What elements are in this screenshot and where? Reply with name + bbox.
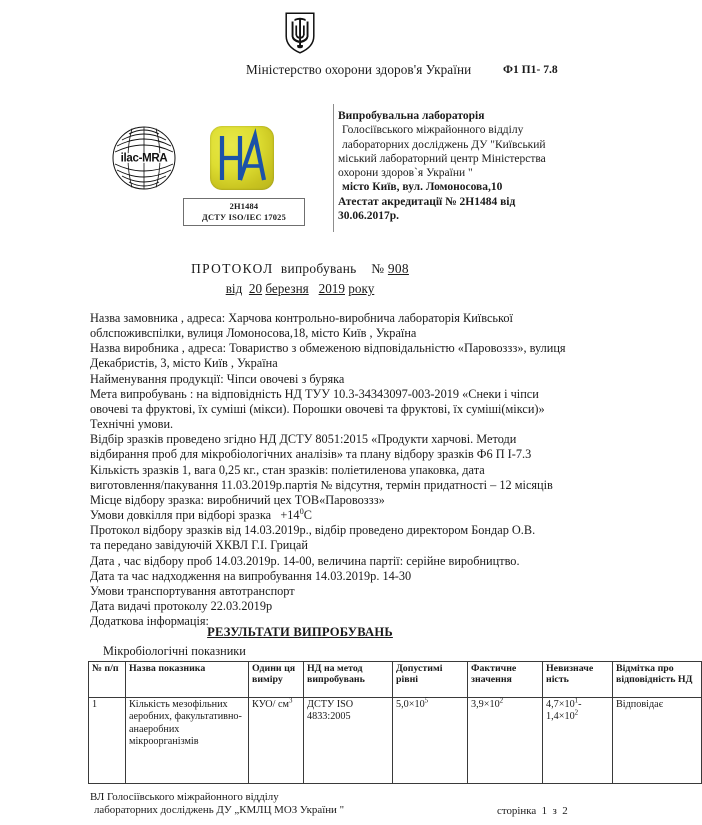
ministry-title: Міністерство охорони здоров'я України	[246, 62, 472, 77]
cell-unit	[249, 698, 304, 784]
accreditation-box	[88, 104, 575, 234]
svg-text:ilac-MRA: ilac-MRA	[120, 152, 168, 165]
column-header-uncertainty: Невизначе ність	[543, 662, 613, 698]
cell-compliance-mark: Відповідає	[613, 698, 702, 784]
footer-line-1: ВЛ Голосіївського міжрайонного відділу	[90, 791, 279, 803]
cell-uncertainty-low-mantissa: 4,7×10	[546, 699, 575, 710]
emblem-container	[0, 12, 600, 59]
cell-limit-exponent: 5	[424, 697, 429, 705]
results-table	[88, 661, 702, 784]
product-label: Найменування продукції:	[90, 371, 224, 386]
column-header-method: НД на метод випробувань	[304, 662, 393, 698]
ilac-mra-globe-icon	[110, 124, 178, 192]
page-total: 2	[562, 805, 568, 817]
cell-permissible-level	[393, 698, 468, 784]
customer-line-1	[90, 311, 595, 326]
environment-temperature: +14	[280, 508, 300, 523]
page-current: 1	[541, 805, 548, 817]
form-code: Ф1 П1- 7.8	[503, 63, 558, 76]
sample-place-line: Місце відбору зразка: виробничий цех ТОВ«Паровоззз»	[90, 492, 385, 507]
footer-line-2: лабораторних досліджень ДУ „КМЛЦ МОЗ України "	[94, 804, 345, 817]
sampling-datetime-line: Дата , час відбору проб 14.03.2019р. 14-00, величина партії: серійне виробництво.	[90, 553, 520, 568]
accreditation-cert-standard: ДСТУ ISO/IEC 17025	[202, 213, 286, 222]
extra-info-line: Додаткова інформація:	[90, 614, 209, 629]
laboratory-heading: Випробувальна лабораторія	[338, 110, 485, 122]
environment-unit: С	[303, 508, 312, 523]
laboratory-attestation-date: 30.06.2017р.	[338, 210, 400, 223]
protocol-title	[0, 261, 600, 277]
accreditation-box-divider	[333, 104, 334, 232]
column-header-permissible-levels: Допустимі рівні	[393, 662, 468, 698]
cell-uncertainty: $4,7\times 10^1-1,4\times 10^2$	[543, 698, 613, 784]
page-number	[497, 805, 568, 817]
laboratory-name-line-1: Голосіївського міжрайонного відділу	[342, 124, 524, 137]
cell-actual-value	[468, 698, 543, 784]
results-subheading: Мікробіологічні показники	[103, 644, 246, 658]
protocol-date	[0, 281, 600, 297]
quantity-line-2: виготовлення/пакування 11.03.2019р.партія № відсутня, термін придатності – 12 місяців	[90, 477, 553, 492]
sampling-line-1: Відбір зразків проведено згідно НД ДСТУ 8051:2015 «Продукти харчові. Методи	[90, 432, 517, 447]
page-label: сторінка	[497, 805, 537, 817]
sampling-line-2: відбирання проб для мікробіологічних аналізів» та плану відбору зразків Ф6 П І-7.3	[90, 447, 532, 462]
product-line	[90, 372, 595, 387]
laboratory-attestation: Атестат акредитації № 2Н1484 від	[338, 195, 516, 208]
protocol-title-rest: випробувань	[280, 261, 357, 276]
cell-limit-mantissa: 5,0×10	[396, 699, 425, 710]
laboratory-name-line-4: охорони здоров`я України "	[338, 167, 473, 180]
cell-actual-exponent: 2	[499, 697, 504, 705]
protocol-body	[90, 311, 595, 629]
sampling-protocol-line-1: Протокол відбору зразків від 14.03.2019р., відбір проведено директором Бондар О.В.	[90, 523, 536, 538]
column-header-actual-value: Фактичне значення	[468, 662, 543, 698]
protocol-date-year: 2019	[318, 281, 345, 296]
column-header-unit: Одини ця виміру	[249, 662, 304, 698]
degree-symbol: 0	[299, 506, 304, 516]
column-header-number	[89, 662, 126, 698]
customer-label: Назва замовника , адреса:	[90, 311, 226, 325]
protocol-date-day: 20	[248, 281, 263, 296]
cell-method: ДСТУ ISO 4833:2005	[304, 698, 393, 784]
results-heading: РЕЗУЛЬТАТИ ВИПРОБУВАНЬ	[207, 625, 393, 639]
purpose-line-3: Технічні умови.	[90, 417, 174, 432]
column-header-compliance-mark: Відмітка про відповідність НД	[613, 662, 702, 698]
arrival-datetime-line: Дата та час надходження на випробування 14.03.2019р. 14-30	[90, 568, 412, 583]
manufacturer-line-1	[90, 341, 595, 356]
environment-line	[90, 508, 595, 523]
product-value: Чіпси овочеві з буряка	[226, 371, 345, 386]
protocol-title-word: ПРОТОКОЛ	[191, 261, 274, 276]
cell-uncertainty-low-exponent: 1	[574, 697, 579, 705]
cell-unit-base: КУО/ см	[252, 699, 289, 710]
manufacturer-value-1: Товариство з обмеженою відповідальністю «Паровоззз», вулиця	[229, 341, 566, 356]
laboratory-address: місто Київ, вул. Ломоносова,10	[342, 181, 503, 194]
laboratory-details	[338, 109, 570, 223]
customer-value-1: Харчова контрольно-виробнича лабораторія Київської	[228, 311, 513, 325]
protocol-number-label: №	[371, 261, 385, 276]
environment-label: Умови довкілля при відборі зразка	[90, 508, 272, 523]
ukraine-coat-of-arms-trident-icon	[285, 12, 315, 54]
naau-monogram-icon	[210, 126, 274, 190]
cell-row-number: 1	[89, 698, 126, 784]
purpose-line-2: овочеві та фруктові, їх суміші (мікси). Порошки овочеві та фруктові, їх суміші(мікси)»	[90, 401, 545, 416]
laboratory-name-line-2: лабораторних досліджень ДУ "Київський	[342, 138, 546, 151]
protocol-date-month: березня	[265, 281, 309, 296]
manufacturer-line-2: Декабристів, 3, місто Київ , Україна	[90, 356, 278, 371]
customer-line-2: облспоживспілки, вулиця Ломоносова,18, місто Київ , Україна	[90, 326, 417, 341]
table-header-row	[89, 662, 702, 698]
issue-date-line: Дата видачі протоколу 22.03.2019р	[90, 598, 273, 613]
page-of: з	[552, 805, 557, 817]
quantity-line-1: Кількість зразків 1, вага 0,25 кг., стан зразків: поліетиленова упаковка, дата	[90, 462, 485, 477]
accreditation-logos	[88, 104, 333, 232]
protocol-date-suffix: року	[348, 281, 375, 296]
table-row	[89, 698, 702, 784]
cell-actual-mantissa: 3,9×10	[471, 699, 500, 710]
laboratory-name-line-3: міський лабораторний центр Міністерства	[338, 152, 546, 165]
protocol-date-prefix: від	[225, 281, 243, 296]
protocol-number: 908	[387, 261, 409, 276]
cell-uncertainty-high-exponent: 2	[574, 709, 579, 717]
accreditation-cert-number: 2Н1484	[229, 202, 259, 211]
cell-indicator-name: Кількість мезофільних аеробних, факультативно-анаеробних мікроорганізмів	[126, 698, 249, 784]
accreditation-number-box	[183, 198, 305, 226]
cell-unit-exponent: 3	[289, 697, 293, 705]
column-header-indicator-name: Назва показника	[126, 662, 249, 698]
document-footer	[90, 791, 344, 818]
sampling-protocol-line-2: та передано завідуючій ХКВЛ Г.І. Грицай	[90, 538, 308, 553]
ministry-header-row	[0, 62, 600, 80]
column-header-number-label: № п/п	[92, 663, 119, 674]
manufacturer-label: Назва виробника , адреса:	[90, 341, 227, 356]
purpose-line-1: Мета випробувань : на відповідність НД ТУУ 10.3-34343097-003-2019 «Снеки і чіпси	[90, 386, 539, 401]
transport-conditions-line: Умови транспортування автотранспорт	[90, 583, 295, 598]
cell-uncertainty-high-mantissa: 1,4×10	[546, 711, 575, 723]
